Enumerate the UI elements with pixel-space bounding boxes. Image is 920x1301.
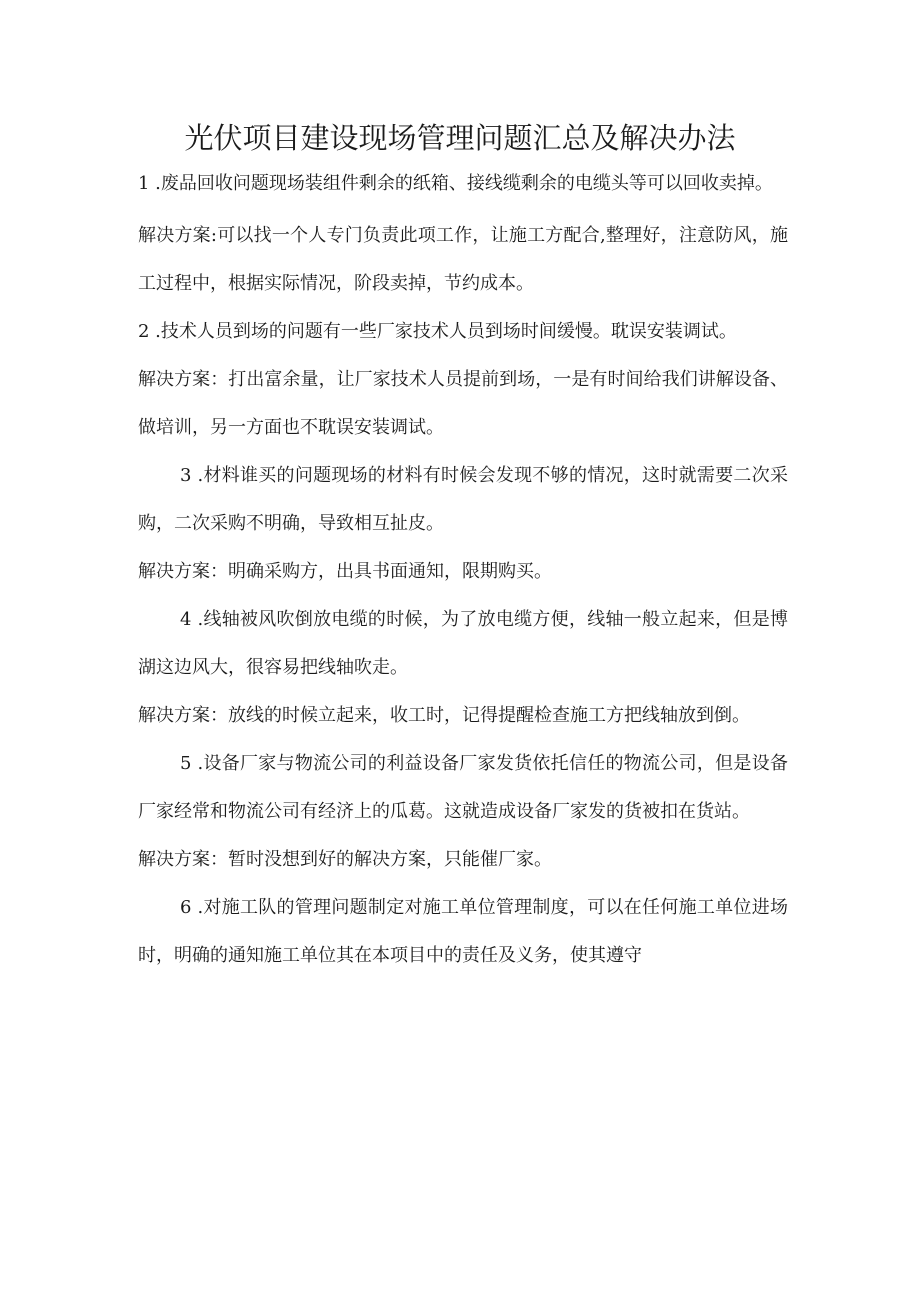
paragraph-solution-2: 解决方案：打出富余量，让厂家技术人员提前到场，一是有时间给我们讲解设备、做培训，另一方面也不耽误安装调试。 (138, 369, 788, 438)
paragraph-item-5: 5 .设备厂家与物流公司的利益设备厂家发货依托信任的物流公司，但是设备厂家经常和物流公司有经济上的瓜葛。这就造成设备厂家发的货被扣在货站。 (138, 753, 788, 822)
paragraph-solution-4: 解决方案：放线的时候立起来，收工时，记得提醒检查施工方把线轴放到倒。 (138, 705, 750, 726)
paragraph-item-2: 2 .技术人员到场的问题有一些厂家技术人员到场时间缓慢。耽误安装调试。 (138, 321, 737, 342)
paragraph-item-3: 3 .材料谁买的问题现场的材料有时候会发现不够的情况，这时就需要二次采购，二次采购不明确，导致相互扯皮。 (138, 465, 788, 534)
paragraph-item-4: 4 .线轴被风吹倒放电缆的时候，为了放电缆方便，线轴一般立起来，但是博湖这边风大，很容易把线轴吹走。 (138, 609, 788, 678)
paragraph-item-6: 6 .对施工队的管理问题制定对施工单位管理制度，可以在任何施工单位进场时，明确的通知施工单位其在本项目中的责任及义务，使其遵守 (138, 897, 788, 966)
paragraph-item-1: 1 .废品回收问题现场装组件剩余的纸箱、接线缆剩余的电缆头等可以回收卖掉。 (138, 173, 773, 194)
paragraph-solution-1: 解决方案:可以找一个人专门负责此项工作，让施工方配合,整理好，注意防风，施工过程中，根据实际情况，阶段卖掉，节约成本。 (138, 225, 788, 294)
paragraph-solution-5: 解决方案：暂时没想到好的解决方案，只能催厂家。 (138, 849, 552, 870)
document-body (138, 172, 788, 980)
page-title: 光伏项目建设现场管理问题汇总及解决办法 (184, 121, 736, 155)
paragraph-solution-3: 解决方案：明确采购方，出具书面通知，限期购买。 (138, 561, 552, 582)
